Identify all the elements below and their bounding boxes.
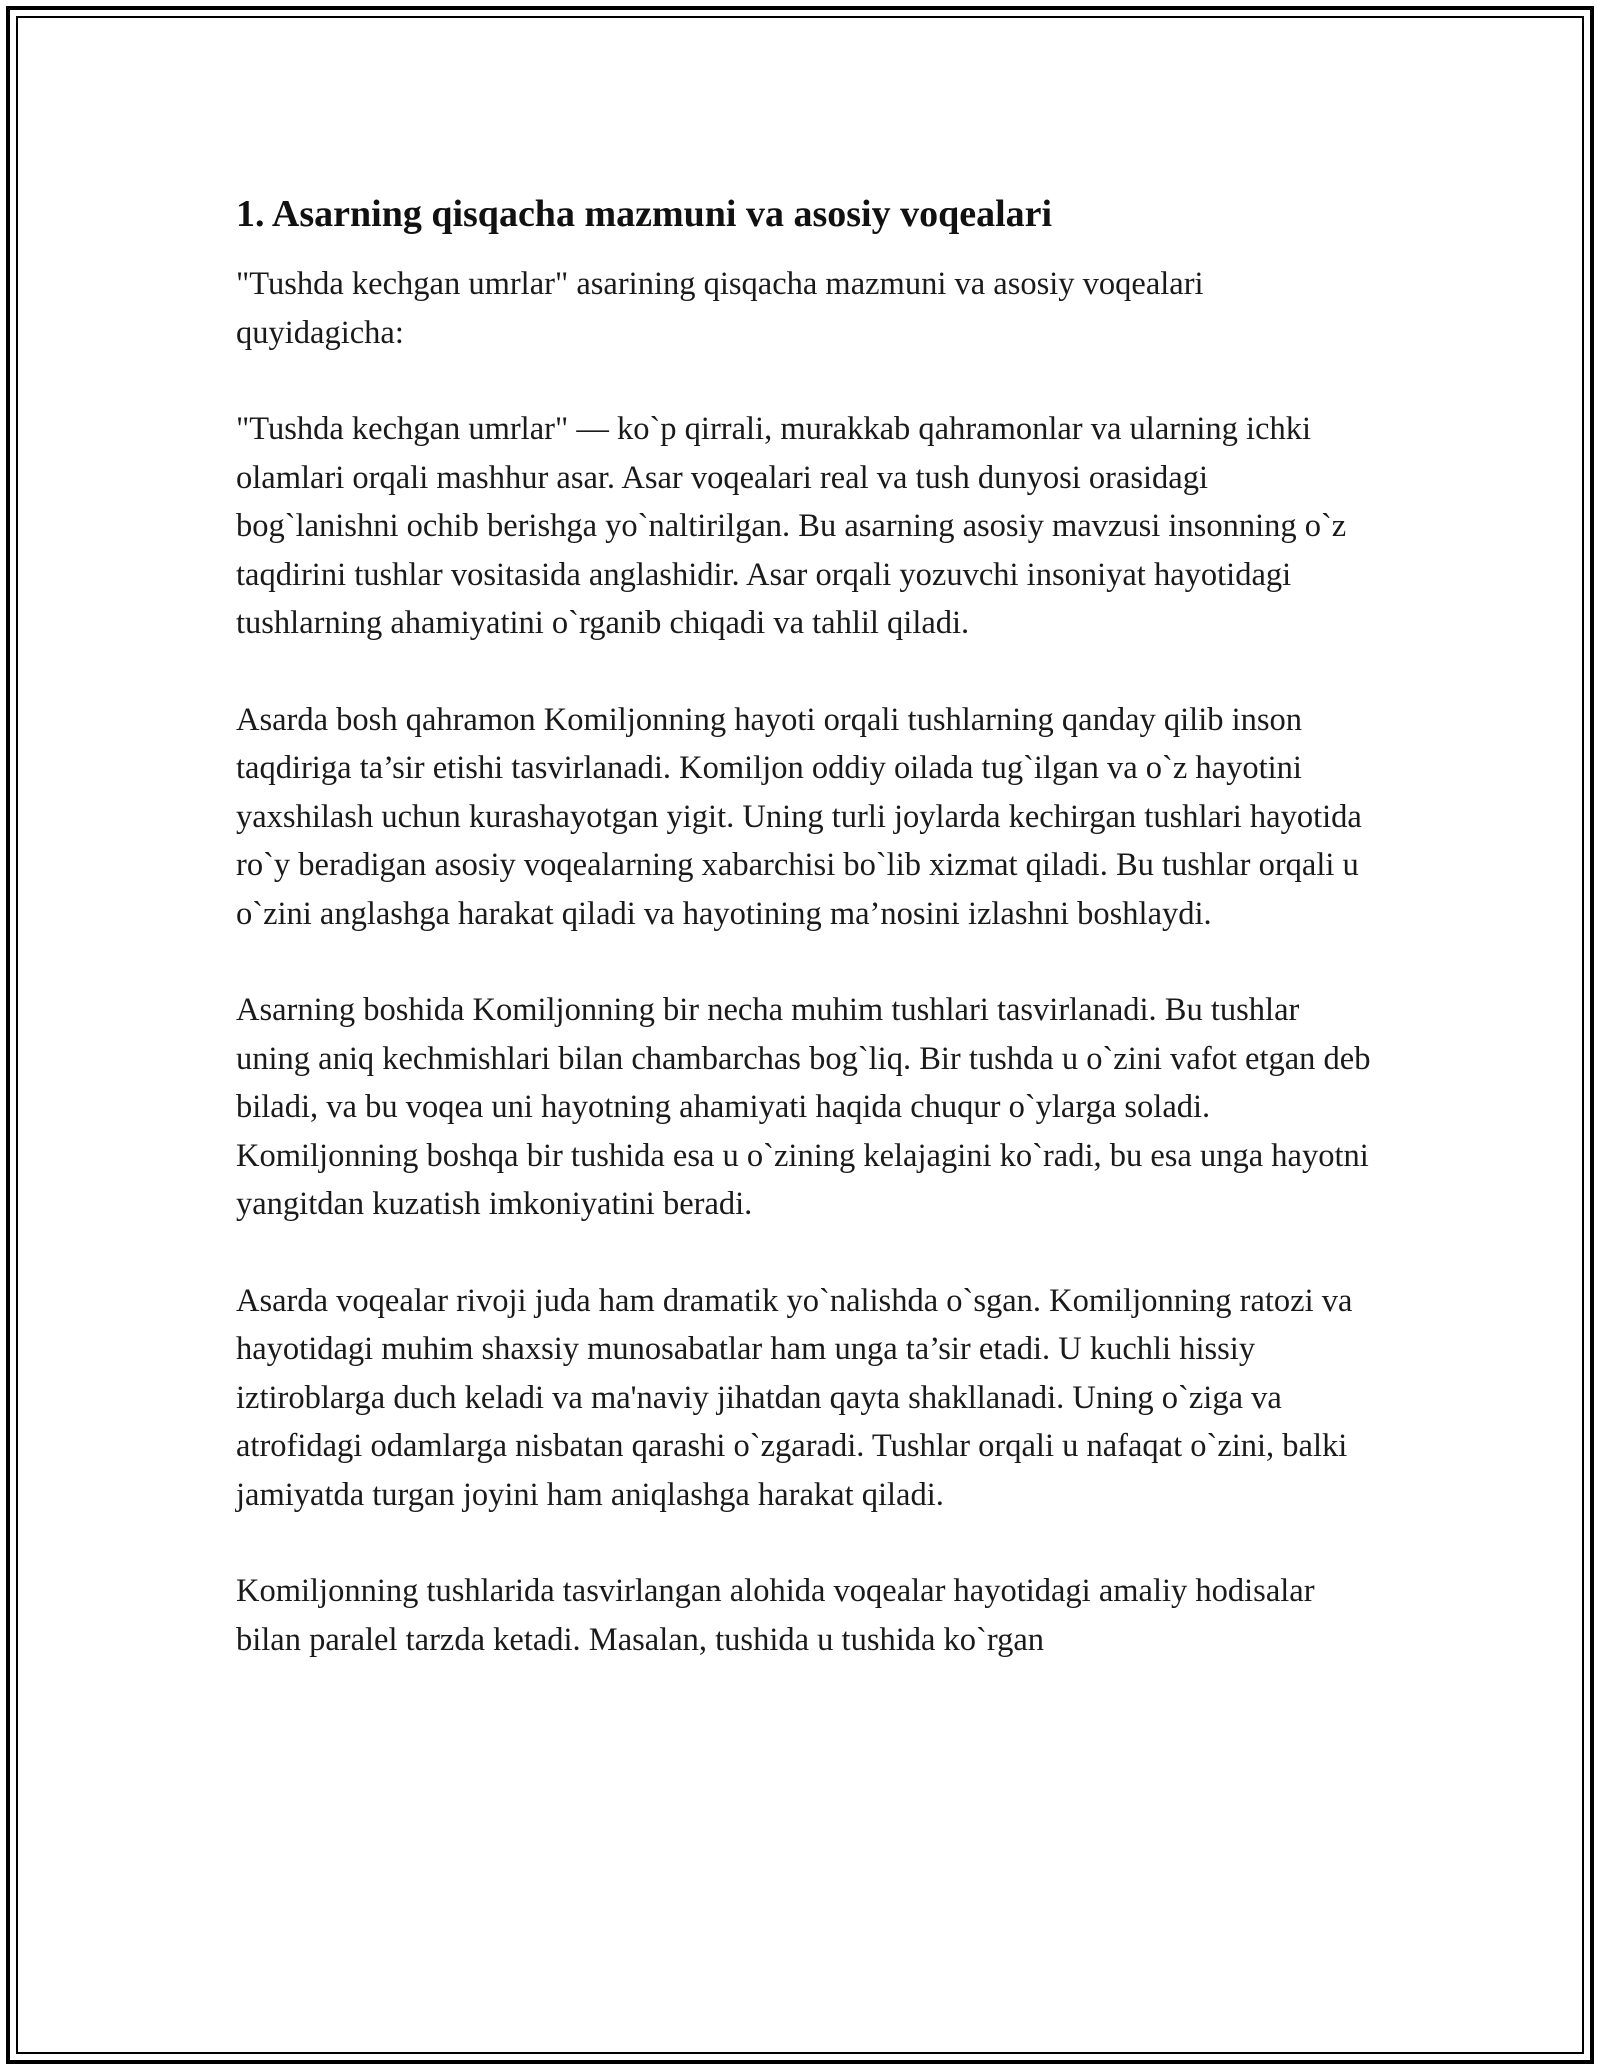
paragraph-parallel-events: Komiljonning tushlarida tasvirlangan alohida voqealar hayotidagi amaliy hodisalar bilan paralel tarzda ketadi. Masalan, tushida u tushida ko`rgan [236, 1573, 1315, 1658]
paragraph-intro: "Tushda kechgan umrlar" asarining qisqacha mazmuni va asosiy voqealari quyidagicha: [236, 266, 1204, 351]
paragraph-development: Asarda voqealar rivoji juda ham dramatik yo`nalishda o`sgan. Komiljonning ratozi va hayotidagi muhim shaxsiy munosabatlar ham unga ta’sir etadi. U kuchli hissiy iztiroblarga duch keladi va ma'naviy jihatdan qayta shakllanadi. Uning o`ziga va atrofidagi odamlarga nisbatan qarashi o`zgaradi. Tushlar orqali u nafaqat o`zini, balki jamiyatda turgan joyini ham aniqlashga harakat qiladi. [236, 1282, 1353, 1513]
section-heading: 1. Asarning qisqacha mazmuni va asosiy voqealari [236, 193, 1053, 235]
document-body [236, 186, 1376, 1712]
paragraph-early-dreams: Asarning boshida Komiljonning bir necha muhim tushlari tasvirlanadi. Bu tushlar uning aniq kechmishlari bilan chambarchas bog`liq. Bir tushda u o`zini vafot etgan deb biladi, va bu voqea uni hayotning ahamiyati haqida chuqur o`ylarga soladi. Komiljonning boshqa bir tushida esa u o`zining kelajagini ko`radi, bu esa unga hayotni yangitdan kuzatish imkoniyatini beradi. [236, 992, 1371, 1222]
paragraph-overview: "Tushda kechgan umrlar" — ko`p qirrali, murakkab qahramonlar va ularning ichki olamlari orqali mashhur asar. Asar voqealari real va tush dunyosi orasidagi bog`lanishni ochib berishga yo`naltirilgan. Bu asarning asosiy mavzusi insonning o`z taqdirini tushlar vositasida anglashidir. Asar orqali yozuvchi insoniyat hayotidagi tushlarning ahamiyatini o`rganib chiqadi va tahlil qiladi. [236, 411, 1347, 641]
paragraph-protagonist: Asarda bosh qahramon Komiljonning hayoti orqali tushlarning qanday qilib inson taqdiriga ta’sir etishi tasvirlanadi. Komiljon oddiy oilada tug`ilgan va o`z hayotini yaxshilash uchun kurashayotgan yigit. Uning turli joylarda kechirgan tushlari hayotida ro`y beradigan asosiy voqealarning xabarchisi bo`lib xizmat qiladi. Bu tushlar orqali u o`zini anglashga harakat qiladi va hayotining ma’nosini izlashni boshlaydi. [236, 701, 1362, 932]
